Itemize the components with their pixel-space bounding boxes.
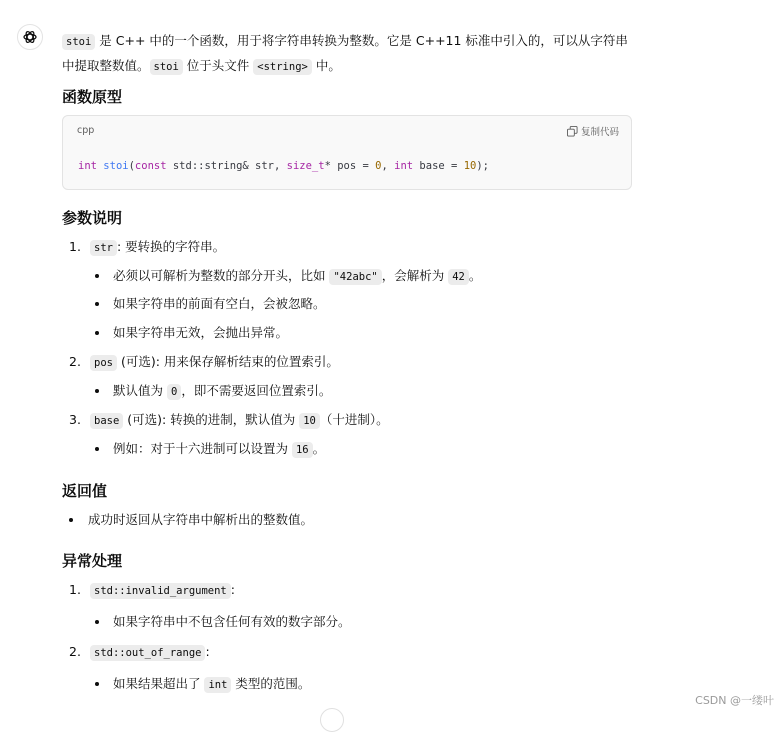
inline-code: stoi	[150, 59, 183, 75]
code-block	[62, 115, 632, 190]
bullet-dot	[95, 331, 99, 335]
bullet-dot	[95, 620, 99, 624]
bullet-dot	[95, 682, 99, 686]
code-line: int stoi(const std::string& str, size_t* pos = 0, int base = 10);	[78, 160, 489, 172]
bullet-dot	[95, 274, 99, 278]
list-number: 2.	[69, 644, 81, 659]
inline-code: 10	[299, 413, 320, 429]
inline-code: pos	[90, 355, 117, 371]
list-number: 1.	[69, 239, 81, 254]
bullet-dot	[95, 302, 99, 306]
heading-prototype: 函数原型	[62, 88, 123, 106]
bullet-dot	[95, 389, 99, 393]
list-number: 2.	[69, 354, 81, 369]
inline-code: str	[90, 240, 117, 256]
intro-paragraph: stoi 是 C++ 中的一个函数，用于将字符串转换为整数。它是 C++11 标准中引入的，可以从字符串中提取整数值。 stoi 位于头文件 <string> 中。	[62, 33, 628, 73]
bullet-dot	[95, 447, 99, 451]
scroll-down-button[interactable]	[320, 708, 344, 732]
watermark: CSDN @一缕叶	[695, 694, 774, 707]
list-number: 3.	[69, 412, 81, 427]
inline-code: <string>	[253, 59, 312, 75]
list-number: 1.	[69, 582, 81, 597]
inline-code: base	[90, 413, 123, 429]
bullet-dot	[69, 518, 73, 522]
inline-code: 16	[292, 442, 313, 458]
copy-code-button[interactable]	[567, 124, 619, 138]
inline-code: std::out_of_range	[90, 645, 205, 661]
code-language-label: cpp	[77, 125, 95, 136]
inline-code: "42abc"	[329, 269, 381, 285]
inline-code: 42	[448, 269, 469, 285]
copy-icon	[567, 126, 578, 137]
heading-exceptions: 异常处理	[62, 552, 123, 570]
inline-code: stoi	[62, 34, 95, 50]
copy-code-label: 复制代码	[580, 127, 619, 138]
heading-return: 返回值	[62, 482, 108, 500]
inline-code: std::invalid_argument	[90, 583, 231, 599]
openai-logo-icon	[22, 29, 38, 45]
inline-code: 0	[167, 384, 181, 400]
assistant-avatar	[17, 24, 43, 50]
heading-params: 参数说明	[62, 209, 123, 227]
inline-code: int	[204, 677, 231, 693]
